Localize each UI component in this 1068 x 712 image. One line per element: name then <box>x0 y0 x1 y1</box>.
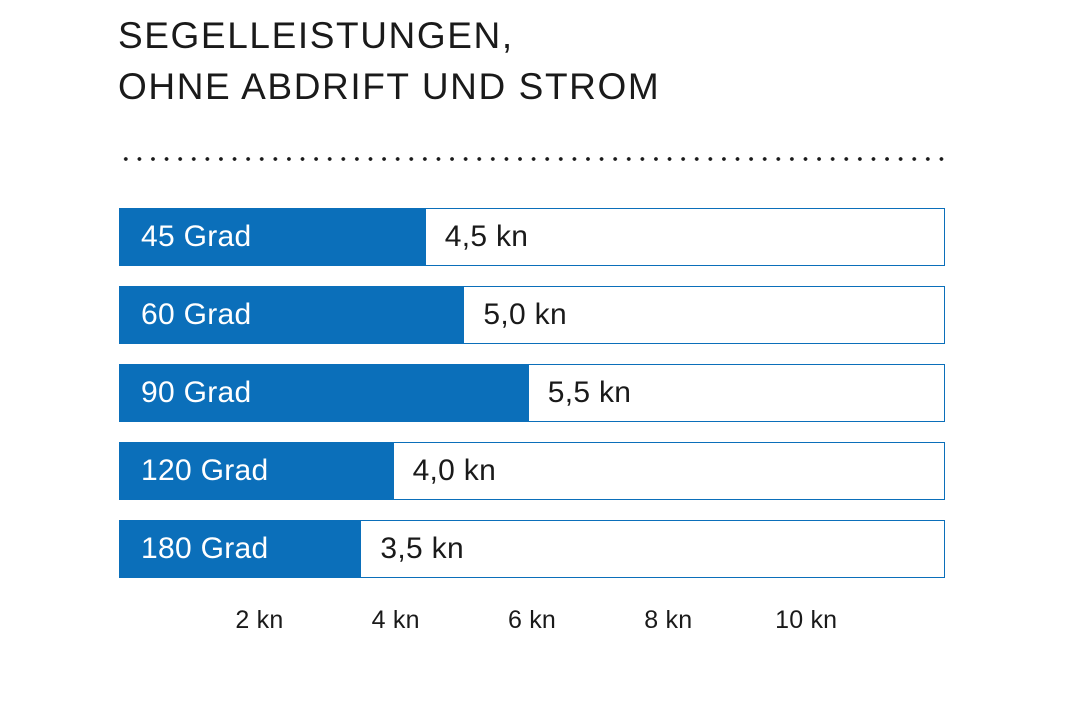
bar-row <box>119 286 945 344</box>
axis-tick-label: 4 kn <box>371 606 420 634</box>
bar-row <box>119 364 945 422</box>
bar-fill <box>120 365 529 421</box>
x-axis <box>119 598 945 644</box>
bar-row <box>119 442 945 500</box>
bar-fill <box>120 443 394 499</box>
page-title-line-1: SEGELLEISTUNGEN, <box>118 15 514 56</box>
bar-fill <box>120 209 426 265</box>
bar-value-label: 5,0 kn <box>483 298 567 331</box>
bar-category-label: 60 Grad <box>141 298 252 331</box>
page-title-line-2: OHNE ABDRIFT UND STROM <box>118 66 661 108</box>
bar-fill <box>120 287 464 343</box>
bar-row <box>119 520 945 578</box>
axis-tick-label: 8 kn <box>644 606 693 634</box>
axis-tick-label: 6 kn <box>507 606 557 634</box>
bar-value-label: 5,5 kn <box>547 376 632 409</box>
bar-chart <box>119 208 945 644</box>
bar-category-label: 180 Grad <box>141 532 269 565</box>
bar-category-label: 90 Grad <box>141 376 252 409</box>
bar-value-label: 3,5 kn <box>380 532 464 565</box>
bar-category-label: 120 Grad <box>141 454 269 487</box>
bar-fill <box>120 521 361 577</box>
bar-value-label: 4,5 kn <box>444 220 529 253</box>
bar-category-label: 45 Grad <box>141 220 252 253</box>
bar-row <box>119 208 945 266</box>
dotted-divider <box>119 155 945 163</box>
bar-value-label: 4,0 kn <box>412 454 497 487</box>
axis-tick-label: 10 kn <box>775 606 838 634</box>
page-title <box>118 10 978 112</box>
axis-tick-label: 2 kn <box>235 606 284 634</box>
